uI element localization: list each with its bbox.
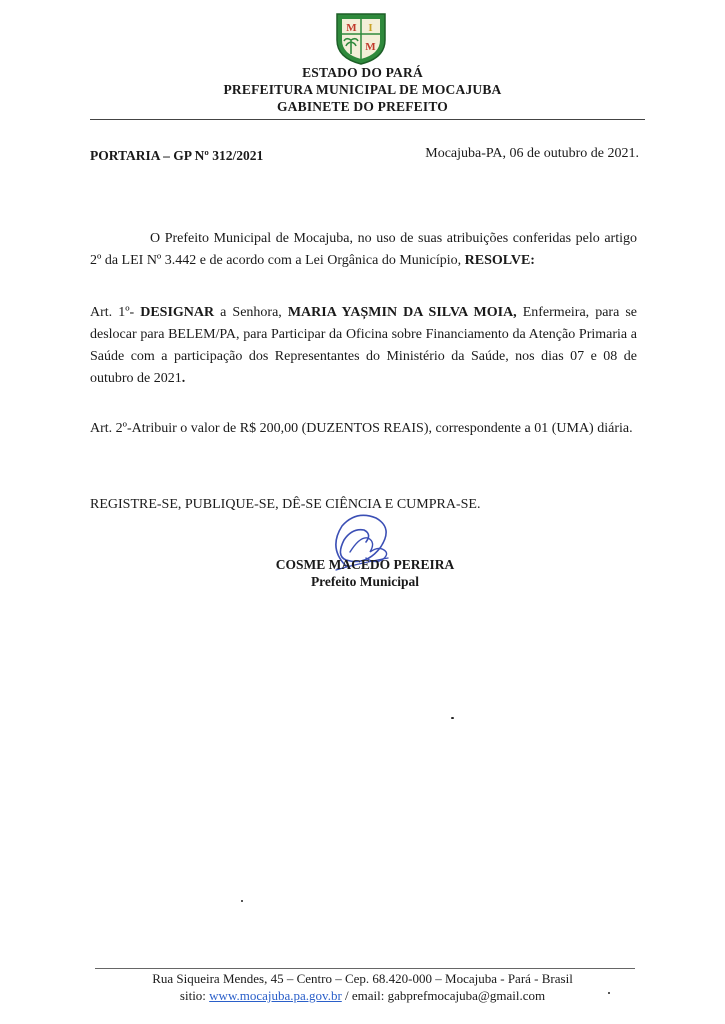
art1-rest: Enfermeira, para se deslocar para BELEM/PA, para Participar da Oficina sobre Financiamento da Atenção Primaria a Saúde com a participação dos Representantes do Ministério da Saúde, nos dias 07 e 08 de outubro de 2021 — [90, 305, 637, 386]
footer-address: Rua Siqueira Mendes, 45 – Centro – Cep. 68.420-000 – Mocajuba - Pará - Brasil — [152, 971, 573, 986]
footer-email-label: / email: — [341, 988, 388, 1003]
art1-mid: a Senhora, — [214, 305, 288, 320]
intro-resolve: RESOLVE: — [464, 253, 535, 268]
header-cabinet: GABINETE DO PREFEITO — [276, 99, 449, 114]
footer-site-label: sitio: — [179, 988, 210, 1003]
website-link[interactable]: www.mocajuba.pa.gov.br — [209, 988, 342, 1003]
signatory-role: Prefeito Municipal — [310, 574, 420, 589]
art1-end: . — [181, 371, 186, 386]
header-divider — [90, 119, 645, 120]
municipal-crest-icon — [333, 10, 389, 66]
svg-text:M: M — [365, 41, 376, 53]
intro-text: O Prefeito Municipal de Mocajuba, no uso de suas atribuições conferidas pelo artigo 2º da LEI Nº 3.442 e de acordo com a Lei Orgânica do Município, — [90, 231, 637, 268]
footer-divider — [95, 968, 635, 969]
article-1-paragraph — [90, 302, 637, 390]
footer-contact — [0, 987, 725, 1004]
svg-text:M: M — [346, 22, 357, 34]
portaria-number: PORTARIA – GP Nº 312/2021 — [90, 148, 264, 163]
closing-statement: REGISTRE-SE, PUBLIQUE-SE, DÊ-SE CIÊNCIA E CUMPRA-SE. — [90, 497, 481, 512]
footer-email[interactable]: gabprefmocajuba@gmail.com — [387, 988, 546, 1003]
signatory-name: COSME MACEDO PEREIRA — [275, 557, 455, 572]
header-prefecture: PREFEITURA MUNICIPAL DE MOCAJUBA — [223, 82, 502, 97]
portaria-date: Mocajuba-PA, 06 de outubro de 2021. — [425, 146, 639, 161]
art1-prefix: Art. 1º- — [90, 305, 141, 320]
document-footer — [0, 970, 725, 1004]
intro-paragraph — [90, 228, 637, 272]
document-header — [0, 64, 725, 115]
header-state: ESTADO DO PARÁ — [302, 65, 423, 80]
svg-text:I: I — [368, 22, 373, 34]
scan-speck — [451, 717, 454, 719]
signature-block — [230, 556, 500, 590]
art1-designar: DESIGNAR — [140, 305, 215, 320]
scan-speck — [241, 900, 243, 902]
art1-name: MARIA YAȘMIN DA SILVA MOIA, — [287, 305, 517, 320]
article-2-paragraph: Art. 2º-Atribuir o valor de R$ 200,00 (DUZENTOS REAIS), correspondente a 01 (UMA) diária. — [90, 421, 633, 436]
